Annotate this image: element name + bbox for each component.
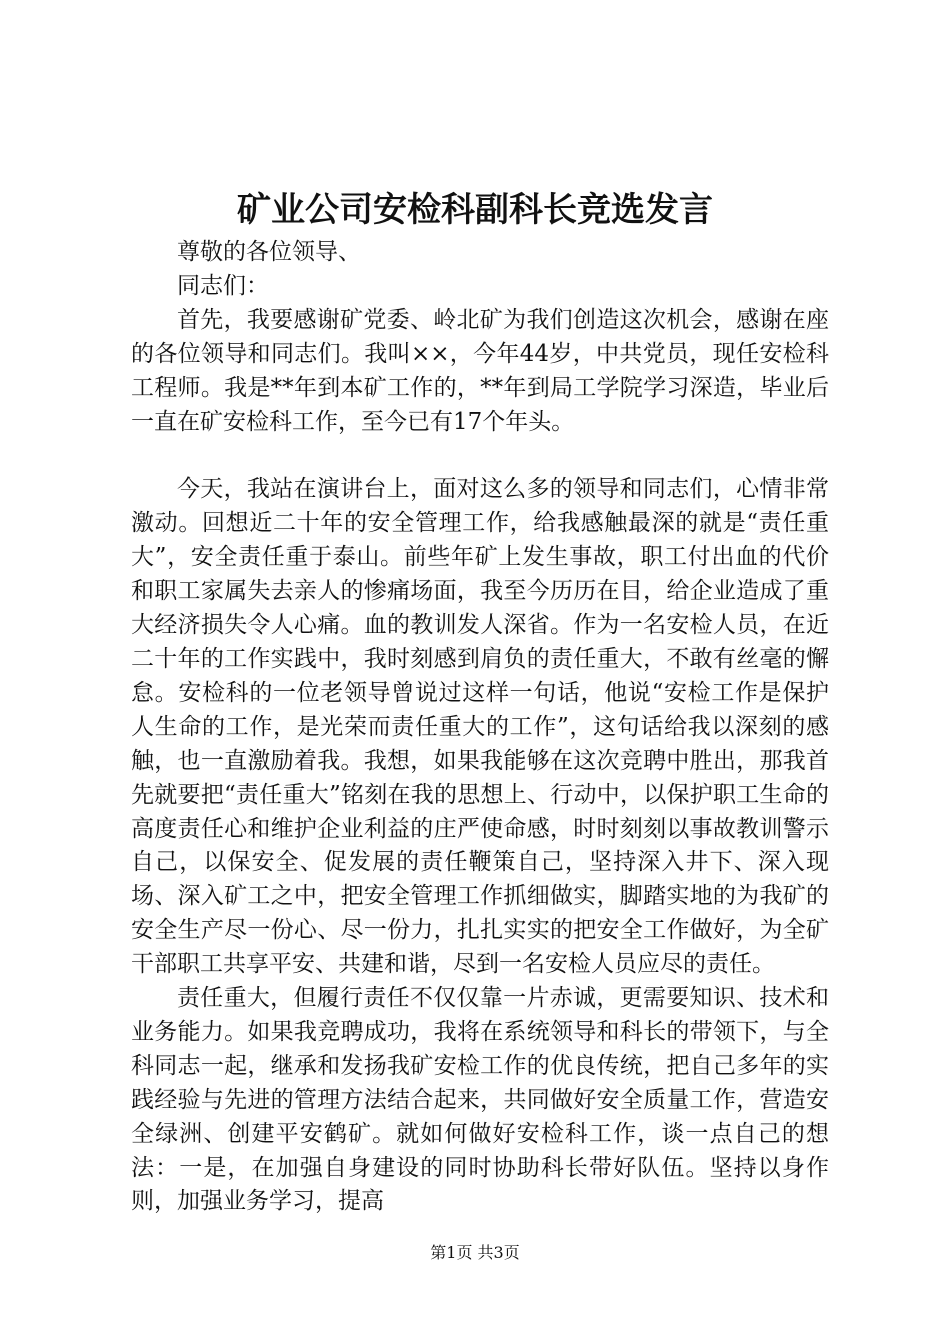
salutation-line-1: 尊敬的各位领导、 [177, 239, 361, 265]
paragraph-plan: 责任重大，但履行责任不仅仅靠一片赤诚，更需要知识、技术和业务能力。如果我竞聘成功，我将在系统领导和科长的带领下，与全科同志一起，继承和发扬我矿安检工作的优良传统，把自己多年的实践经验与先进的管理方法结合起来，共同做好安全质量工作，营造安全绿洲、创建平安鹤矿。就如何做好安检科工作，谈一点自己的想法：一是，在加强自身建设的同时协助科长带好队伍。坚持以身作则，加强业务学习，提高 [131, 985, 829, 1215]
page-number-footer: 第1页 共3页 [430, 1243, 520, 1262]
paragraph-intro: 首先，我要感谢矿党委、岭北矿为我们创造这次机会，感谢在座的各位领导和同志们。我叫××，今年44岁，中共党员，现任安检科工程师。我是**年到本矿工作的，**年到局工学院学习深造，毕业后一直在矿安检科工作，至今已有17个年头。 [131, 306, 829, 435]
document-body [131, 236, 829, 1219]
salutation-line-2: 同志们： [177, 272, 269, 299]
paragraph-responsibility: 今天，我站在演讲台上，面对这么多的领导和同志们，心情非常激动。回想近二十年的安全管理工作，给我感触最深的就是“责任重大”，安全责任重于泰山。前些年矿上发生事故，职工付出血的代价和职工家属失去亲人的惨痛场面，我至今历历在目，给企业造成了重大经济损失令人心痛。血的教训发人深省。作为一名安检人员，在近二十年的工作实践中，我时刻感到肩负的责任重大，不敢有丝毫的懈怠。安检科的一位老领导曾说过这样一句话，他说“安检工作是保护人生命的工作，是光荣而责任重大的工作”，这句话给我以深刻的感触，也一直激励着我。我想，如果我能够在这次竞聘中胜出，那我首先就要把“责任重大”铭刻在我的思想上、行动中，以保护职工生命的高度责任心和维护企业利益的庄严使命感，时时刻刻以事故教训警示自己，以保安全、促发展的责任鞭策自己，坚持深入井下、深入现场、深入矿工之中，把安全管理工作抓细做实，脚踏实地的为我矿的安全生产尽一份心、尽一份力，扎扎实实的把安全工作做好，为全矿干部职工共享平安、共建和谐，尽到一名安检人员应尽的责任。 [131, 476, 829, 978]
document-title: 矿业公司安检科副科长竞选发言 [237, 190, 713, 230]
